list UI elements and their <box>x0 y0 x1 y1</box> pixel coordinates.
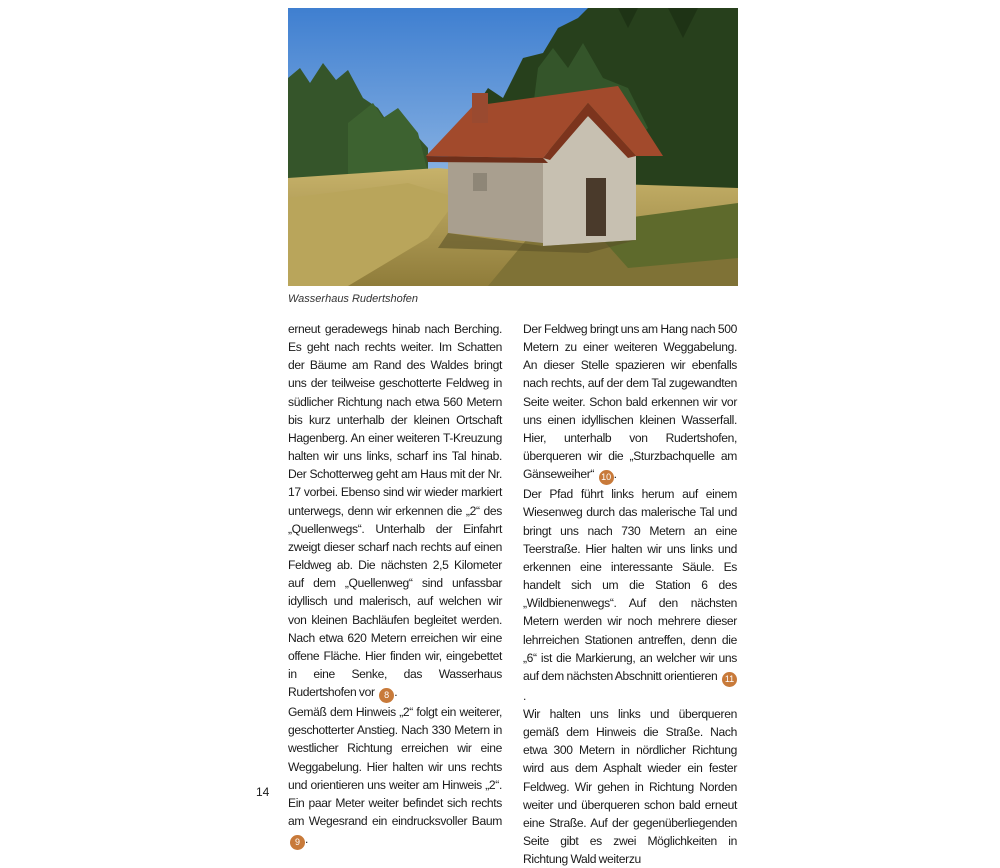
wasserhaus-photo <box>288 8 738 286</box>
photo-caption: Wasserhaus Rudertshofen <box>288 293 419 305</box>
paragraph: erneut geradewegs hinab nach Berching. Es geht nach rechts weiter. Im Schatten der Bäume am Rand des Waldes bringt uns der teilweise geschotterte Feldweg in südlicher Richtung nach etwa 560 Metern bis kurz unterhalb der kleinen Ortschaft Hagenberg. An einer weiteren T-Kreuzung halten wir uns links, scharf ins Tal hinab. Der Schotterweg geht am Haus mit der Nr. 17 vorbei. Ebenso sind wir wieder markiert unterwegs, denn wir erkennen die „2“ des „Quellenwegs“. Unterhalb der Einfahrt zweigt dieser scharf nach rechts auf einen Feldweg ab. Die nächsten 2,5 Kilometer auf dem „Quellenweg“ sind unfassbar idyllisch und malerisch, auf welchen wir von kleinen Bachläufen begleitet werden. Nach etwa 620 Metern erreichen wir eine offene Fläche. Hier finden wir, eingebettet in eine Senke, das Wasserhaus Rudertshofen vor 8 . <box>288 320 502 703</box>
paragraph: Der Pfad führt links herum auf einem Wiesenweg durch das malerische Tal und bringt uns nach 730 Metern an eine Teerstraße. Hier halten wir uns links und erkennen eine interessante Säule. Es handelt sich um die Station 6 des „Wildbienenwegs“. Auf den nächsten Metern werden wir noch mehrere dieser lehrreichen Stationen antreffen, denn die „6“ ist die Markierung, an welcher wir uns auf dem nächsten Abschnitt orientieren 11. <box>523 487 737 703</box>
waypoint-badge: 10 <box>599 470 614 485</box>
text-column-left <box>288 320 502 850</box>
text-column-right <box>523 320 737 868</box>
paragraph: Wir halten uns links und überqueren gemäß dem Hinweis die Straße. Nach etwa 300 Metern in nördlicher Richtung wird aus dem Asphalt wieder ein fester Feldweg. Wir gehen in Richtung Norden weiter und überqueren schon bald erneut eine Straße. Auf der gegenüberliegenden Seite gibt es zwei Möglichkeiten in Richtung Wald weiterzu <box>523 706 737 867</box>
paragraph: Der Feldweg bringt uns am Hang nach 500 Metern zu einer weiteren Weggabelung. An dieser Stelle spazieren wir ebenfalls nach rechts, auf der dem Tal zugewandten Seite weiter. Schon bald erkennen wir vor uns einen idyllischen kleinen Wasserfall. Hier, unterhalb von Rudertshofen, überqueren wir die „Sturzbachquelle am Gänseweiher“ 10 . <box>523 320 737 485</box>
page-number: 14 <box>256 785 270 799</box>
waypoint-badge: 11 <box>722 672 737 687</box>
paragraph: Gemäß dem Hinweis „2“ folgt ein weiterer, geschotterter Anstieg. Nach 330 Metern in westlicher Richtung erreichen wir eine Weggabelung. Hier halten wir uns rechts und orientieren uns weiter am Hinweis „2“. Ein paar Meter weiter befindet sich rechts am Wegesrand ein eindrucksvoller Baum 9 . <box>288 703 502 850</box>
waypoint-badge: 8 <box>379 688 394 703</box>
waypoint-badge: 9 <box>290 835 305 850</box>
